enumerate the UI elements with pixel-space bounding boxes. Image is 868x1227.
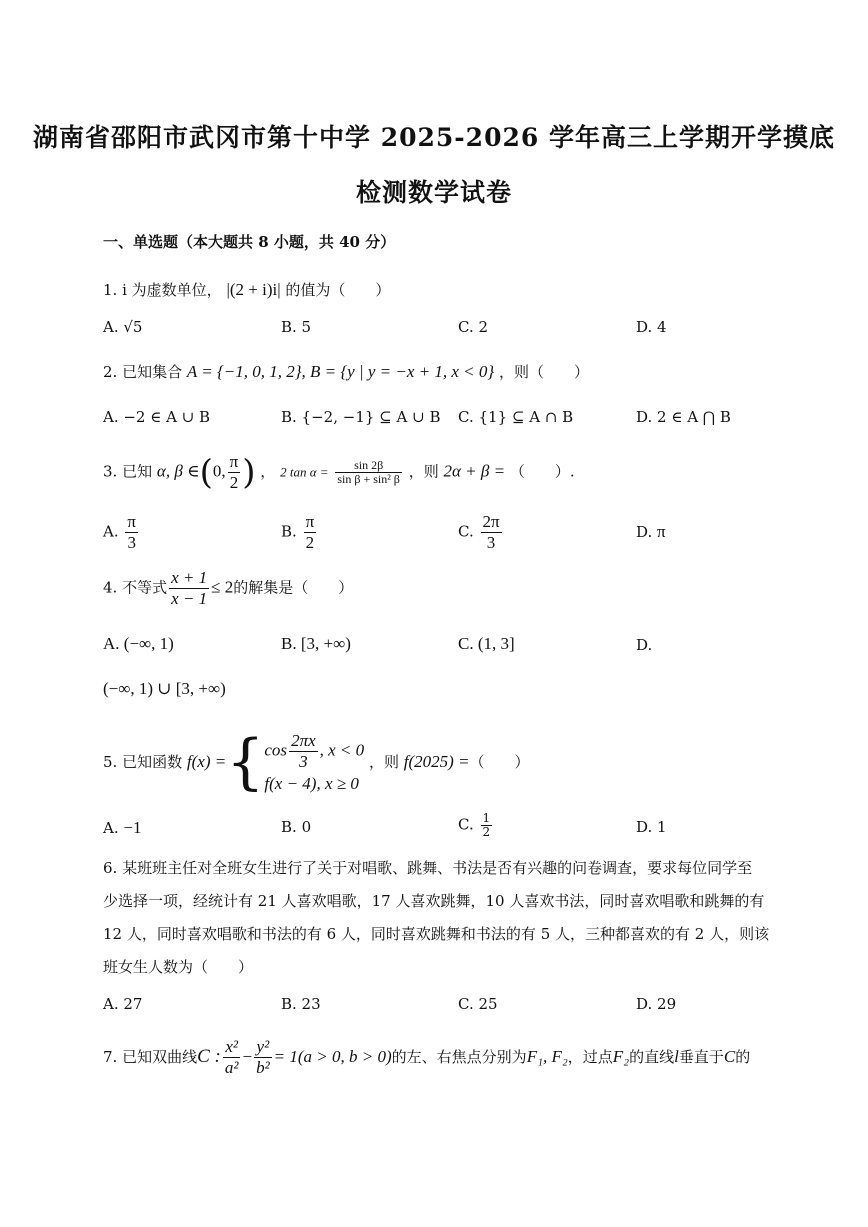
q6-line-1: 6. 某班班主任对全班女生进行了关于对唱歌、跳舞、书法是否有兴趣的问卷调查，要求每位同学至 bbox=[103, 859, 753, 877]
q6-option-d: D. 29 bbox=[636, 995, 677, 1013]
q3-expr-b: 2 tan α = bbox=[280, 464, 329, 480]
q5-case1-cond: , x < 0 bbox=[319, 739, 365, 759]
q1-text-b: 的值为（ ） bbox=[285, 281, 391, 299]
q4-number: 4. bbox=[103, 578, 118, 597]
section-heading: 一、单选题（本大题共 8 小题，共 40 分） bbox=[103, 233, 396, 251]
question-2 bbox=[103, 362, 589, 382]
q5-option-a-label: A. bbox=[103, 819, 119, 837]
q3-option-c bbox=[458, 512, 504, 553]
q3-frac-num: sin 2β bbox=[335, 459, 402, 473]
q1-expression: |(2 + i)i| bbox=[226, 280, 281, 299]
q7-text-e: 垂直于 bbox=[678, 1048, 724, 1066]
q3-text-b: ，则 bbox=[408, 462, 439, 481]
q4-frac-den: x − 1 bbox=[171, 589, 208, 608]
q6-option-b: B. 23 bbox=[281, 995, 321, 1013]
q3-interval-num: π bbox=[229, 452, 239, 471]
q7-fraction-1 bbox=[223, 1037, 241, 1078]
q5-option-a bbox=[103, 818, 141, 838]
q7-expr-c: F₁, F₂ bbox=[526, 1047, 568, 1066]
q7-f2-den: b² bbox=[256, 1057, 270, 1077]
q4-expression: ≤ 2 bbox=[211, 577, 234, 597]
q3-interval-left: 0, bbox=[212, 461, 226, 481]
q5-expr-a: f(x) = bbox=[186, 752, 227, 771]
q1-option-c: C. 2 bbox=[458, 318, 489, 336]
q5-option-c-label: C. bbox=[458, 815, 474, 834]
q4-option-d: D. bbox=[636, 636, 653, 654]
q1-option-b: B. 5 bbox=[281, 318, 312, 336]
q3-option-b-den: 2 bbox=[305, 533, 315, 552]
q3-option-b-fraction bbox=[304, 512, 317, 553]
q5-text-c: （ ） bbox=[469, 753, 530, 771]
q5-brace: { bbox=[226, 727, 265, 797]
q3-option-c-num: 2π bbox=[482, 512, 500, 531]
q2-option-b: B. {−2, −1} ⊆ A ∪ B bbox=[281, 408, 441, 426]
q3-expr-a: α, β ∈ bbox=[156, 461, 200, 481]
q7-f1-num: x² bbox=[223, 1037, 241, 1058]
q3-text-a: 已知 bbox=[122, 462, 153, 481]
q7-number: 7. bbox=[103, 1048, 118, 1066]
q5-option-d bbox=[636, 818, 667, 836]
q3-interval-den: 2 bbox=[229, 473, 239, 492]
q5-number: 5. bbox=[103, 753, 118, 771]
q3-text-mid: ， bbox=[260, 462, 276, 481]
q5-case1-cos: cos bbox=[264, 739, 288, 759]
q5-option-a-value: −1 bbox=[123, 818, 142, 837]
q7-f2-num: y² bbox=[254, 1037, 272, 1058]
q5-option-d-label: D. bbox=[636, 818, 653, 836]
q3-option-a-fraction bbox=[125, 512, 138, 553]
q7-expr-d: F₂ bbox=[612, 1047, 630, 1066]
question-4 bbox=[103, 568, 353, 609]
q7-expr-e: l bbox=[674, 1047, 679, 1066]
q7-f1-den: a² bbox=[224, 1057, 239, 1077]
q7-expr-a: C : bbox=[197, 1046, 221, 1067]
q2-expression: A = {−1, 0, 1, 2}, B = {y | y = −x + 1, x < 0} bbox=[186, 362, 495, 381]
q4-fraction bbox=[169, 568, 209, 609]
q5-case1-fraction bbox=[289, 731, 318, 772]
q5-text-a: 已知函数 bbox=[122, 753, 183, 771]
q5-option-d-value: 1 bbox=[657, 818, 667, 836]
q3-option-d-label: D. bbox=[636, 523, 653, 541]
q5-case-1 bbox=[264, 731, 364, 772]
q4-frac-num: x + 1 bbox=[171, 568, 208, 587]
q3-option-c-fraction bbox=[481, 512, 502, 553]
exam-title-line2: 检测数学试卷 bbox=[355, 178, 512, 207]
q2-text-b: ，则（ ） bbox=[498, 363, 589, 381]
q5-text-b: ，则 bbox=[368, 753, 399, 771]
q4-option-b: B. [3, +∞) bbox=[281, 634, 351, 653]
q2-option-a: A. −2 ∈ A ∪ B bbox=[103, 408, 211, 426]
q3-text-c: （ ）. bbox=[509, 462, 575, 481]
q3-option-a-den: 3 bbox=[127, 533, 136, 552]
q1-number: 1. bbox=[103, 281, 118, 299]
q5-option-b bbox=[281, 818, 311, 836]
q2-option-c: C. {1} ⊆ A ∩ B bbox=[458, 408, 574, 426]
q5-option-c-den: 2 bbox=[482, 825, 491, 839]
q5-option-c-fraction bbox=[481, 812, 493, 839]
q7-text-c: ，过点 bbox=[567, 1048, 613, 1066]
q3-option-a-label: A. bbox=[103, 522, 119, 541]
q6-option-c: C. 25 bbox=[458, 995, 498, 1013]
q1-text-a: i 为虚数单位， bbox=[122, 281, 222, 299]
q4-text-b: 的解集是（ ） bbox=[233, 578, 354, 597]
question-1 bbox=[103, 280, 390, 300]
exam-title-line1: 湖南省邵阳市武冈市第十中学 2025-2026 学年高三上学期开学摸底 bbox=[33, 123, 835, 152]
q7-minus: − bbox=[242, 1047, 253, 1066]
q4-option-d-value: (−∞, 1) ∪ [3, +∞) bbox=[103, 679, 226, 698]
q3-frac-den: sin β + sin² β bbox=[337, 472, 400, 486]
q4-option-a: A. (−∞, 1) bbox=[103, 634, 174, 653]
q3-option-b-num: π bbox=[305, 512, 315, 531]
q5-option-c-num: 1 bbox=[482, 811, 491, 825]
q5-case-2: f(x − 4), x ≥ 0 bbox=[264, 773, 359, 793]
q5-case1-den: 3 bbox=[299, 751, 308, 771]
q3-paren-left: ( bbox=[199, 452, 213, 493]
q3-expr-c: 2α + β = bbox=[443, 461, 506, 481]
q2-number: 2. bbox=[103, 363, 118, 381]
q3-option-c-label: C. bbox=[458, 522, 474, 541]
q5-option-b-label: B. bbox=[281, 818, 297, 836]
q7-text-d: 的直线 bbox=[629, 1048, 675, 1066]
q6-line-2: 少选择一项，经统计有 21 人喜欢唱歌，17 人喜欢跳舞，10 人喜欢书法，同时喜欢唱歌和跳舞的有 bbox=[103, 892, 765, 910]
question-6 bbox=[103, 852, 783, 984]
q3-option-c-den: 3 bbox=[486, 533, 496, 552]
q7-text-a: 已知双曲线 bbox=[122, 1048, 198, 1066]
q1-option-a: A. √5 bbox=[103, 318, 143, 336]
question-3 bbox=[103, 452, 575, 493]
q4-option-c: C. (1, 3] bbox=[458, 634, 515, 653]
q5-piecewise bbox=[264, 731, 364, 794]
q3-paren-right: ) bbox=[242, 452, 256, 493]
q3-fraction bbox=[335, 459, 402, 486]
q7-text-f: 的 bbox=[735, 1048, 751, 1066]
q2-text-a: 已知集合 bbox=[122, 363, 183, 381]
q7-text-b: 的左、右焦点分别为 bbox=[391, 1048, 527, 1066]
q3-option-a bbox=[103, 512, 140, 553]
q3-option-d bbox=[636, 522, 666, 542]
q3-interval-fraction bbox=[228, 452, 241, 493]
q5-expr-b: f(2025) = bbox=[403, 752, 470, 771]
q6-option-a: A. 27 bbox=[103, 995, 143, 1013]
q5-option-b-value: 0 bbox=[301, 818, 312, 836]
q3-option-d-value: π bbox=[657, 522, 666, 541]
question-7 bbox=[103, 1032, 750, 1082]
q5-option-c bbox=[458, 812, 494, 839]
q7-expr-f: C bbox=[723, 1047, 736, 1066]
q7-fraction-2 bbox=[254, 1037, 272, 1078]
q6-line-3: 12 人，同时喜欢唱歌和书法的有 6 人，同时喜欢跳舞和书法的有 5 人，三种都喜欢的有 2 人，则该 bbox=[103, 925, 770, 943]
q3-number: 3. bbox=[103, 462, 118, 481]
q3-option-a-num: π bbox=[127, 512, 136, 531]
q3-option-b-label: B. bbox=[281, 522, 297, 541]
q5-case1-num: 2πx bbox=[291, 730, 316, 750]
q1-option-d: D. 4 bbox=[636, 318, 667, 336]
q4-text-a: 不等式 bbox=[122, 578, 168, 597]
q2-option-d: D. 2 ∈ A ⋂ B bbox=[636, 408, 731, 426]
question-5 bbox=[103, 726, 530, 798]
q6-line-4: 班女生人数为（ ） bbox=[103, 958, 254, 976]
q7-expr-b: = 1(a > 0, b > 0) bbox=[273, 1047, 392, 1066]
q3-option-b bbox=[281, 512, 318, 553]
